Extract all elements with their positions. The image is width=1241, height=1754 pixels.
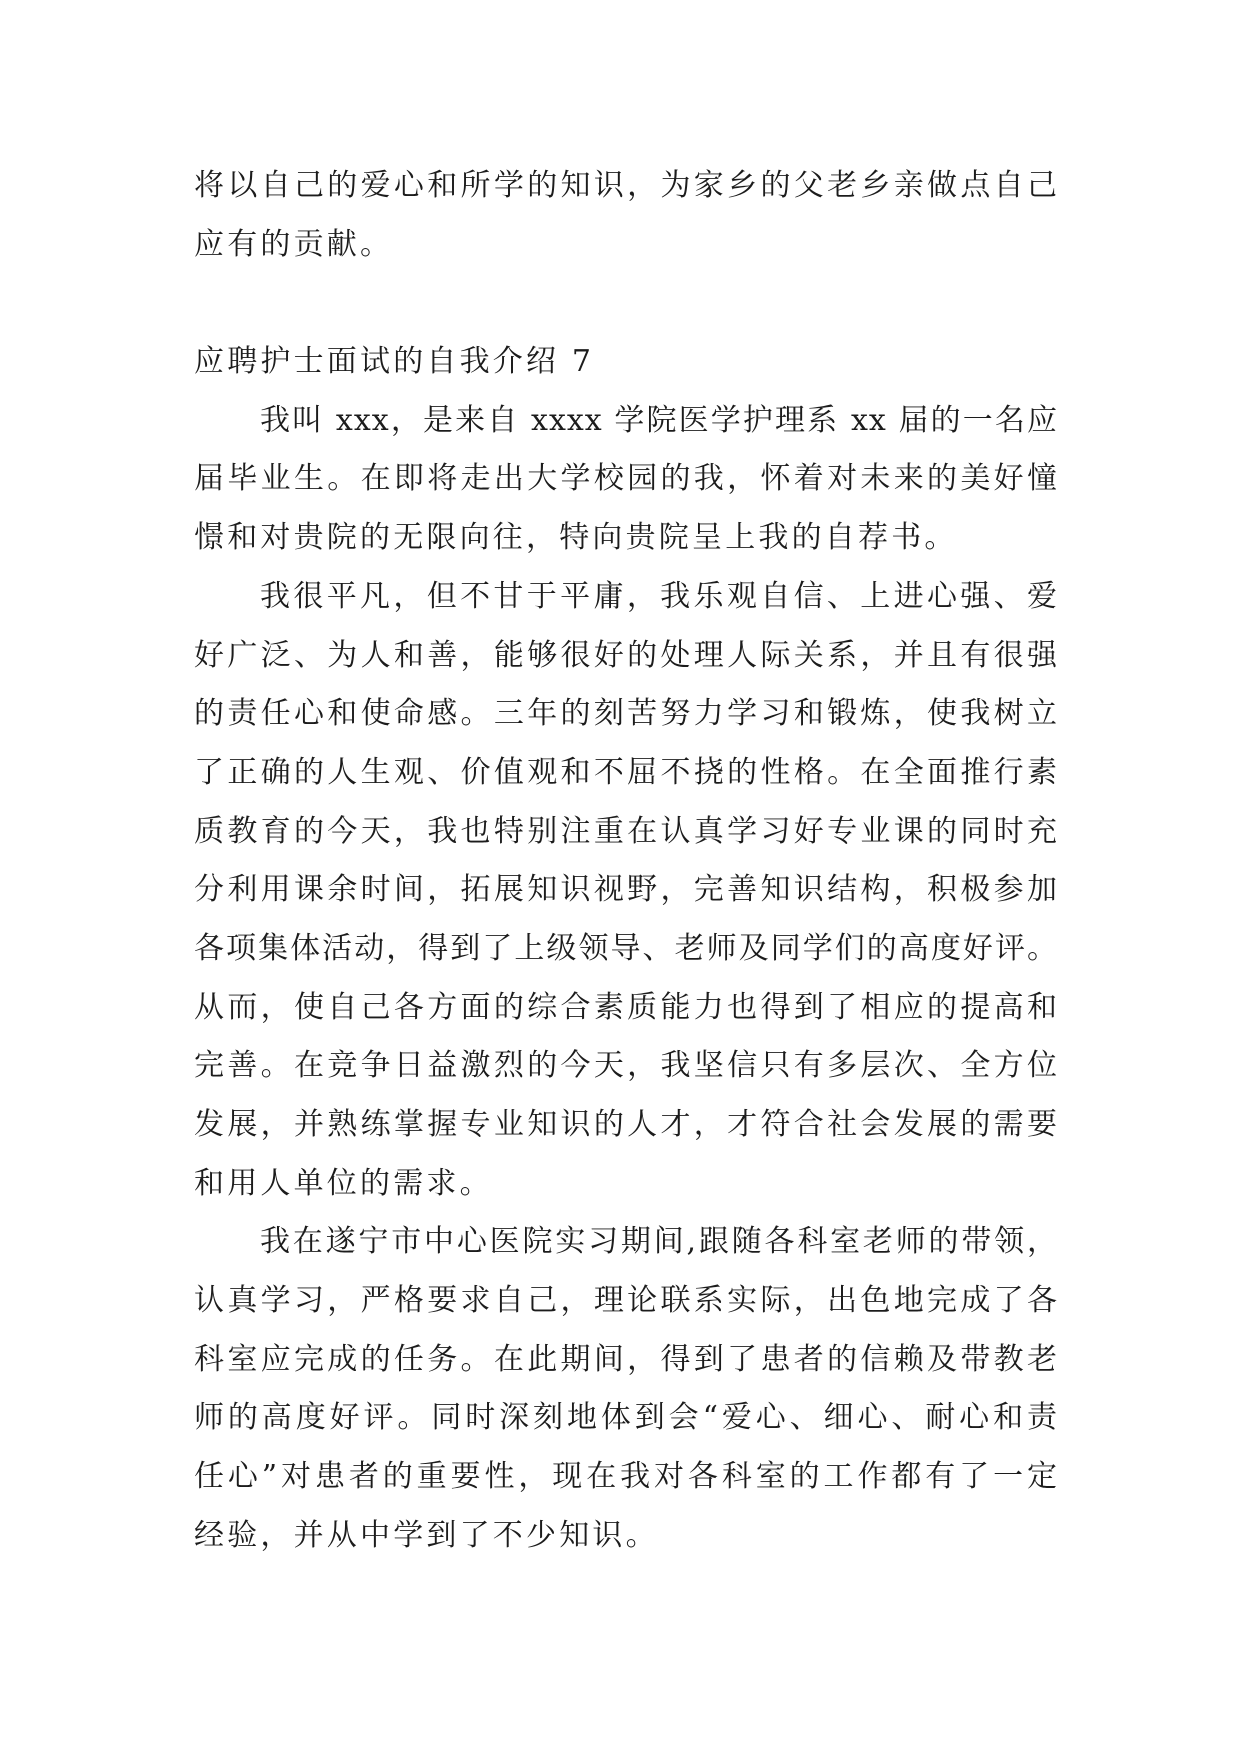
paragraph-personality <box>194 568 1058 1214</box>
section-title: 应聘护士面试的自我介绍 7 <box>194 344 595 380</box>
text-line: 了正确的人生观、价值观和不屈不挠的性格。在全面推行素 <box>194 754 1058 790</box>
text-line: 届毕业生。在即将走出大学校园的我，怀着对未来的美好憧 <box>194 461 1058 497</box>
text-line: 认真学习，严格要求自己，理论联系实际，出色地完成了各 <box>194 1283 1058 1319</box>
text-line: 的责任心和使命感。三年的刻苦努力学习和锻炼，使我树立 <box>194 696 1058 732</box>
text-line: 憬和对贵院的无限向往，特向贵院呈上我的自荐书。 <box>194 520 958 556</box>
text-line: 各项集体活动，得到了上级领导、老师及同学们的高度好评。 <box>194 930 1058 966</box>
text-line: 质教育的今天，我也特别注重在认真学习好专业课的同时充 <box>194 813 1058 849</box>
text-line: 从而，使自己各方面的综合素质能力也得到了相应的提高和 <box>194 989 1058 1025</box>
text-line: 完善。在竞争日益激烈的今天，我坚信只有多层次、全方位 <box>194 1048 1058 1084</box>
text-line: 我叫 xxx，是来自 xxxx 学院医学护理系 xx 届的一名应 <box>260 402 1058 438</box>
text-line: 经验，并从中学到了不少知识。 <box>194 1517 659 1553</box>
paragraph-intro <box>194 392 1058 568</box>
document-body <box>194 157 1058 1566</box>
paragraph-internship <box>194 1213 1058 1565</box>
text-line: 应有的贡献。 <box>194 226 394 262</box>
text-line: 任心”对患者的重要性，现在我对各科室的工作都有了一定 <box>194 1459 1058 1495</box>
text-line: 我很平凡，但不甘于平庸，我乐观自信、上进心强、爱 <box>260 578 1058 614</box>
text-line: 师的高度好评。同时深刻地体到会“爱心、细心、耐心和责 <box>194 1400 1058 1436</box>
text-line: 发展，并熟练掌握专业知识的人才，才符合社会发展的需要 <box>194 1107 1058 1142</box>
text-line: 科室应完成的任务。在此期间，得到了患者的信赖及带教老 <box>194 1341 1058 1377</box>
text-line: 好广泛、为人和善，能够很好的处理人际关系，并且有很强 <box>194 637 1058 673</box>
continuation-paragraph <box>194 157 1058 274</box>
text-line: 和用人单位的需求。 <box>194 1165 493 1201</box>
text-line: 将以自己的爱心和所学的知识，为家乡的父老乡亲做点自己 <box>194 168 1058 203</box>
text-line: 分利用课余时间，拓展知识视野，完善知识结构，积极参加 <box>194 872 1058 908</box>
text-line: 我在遂宁市中心医院实习期间,跟随各科室老师的带领， <box>260 1224 1058 1260</box>
